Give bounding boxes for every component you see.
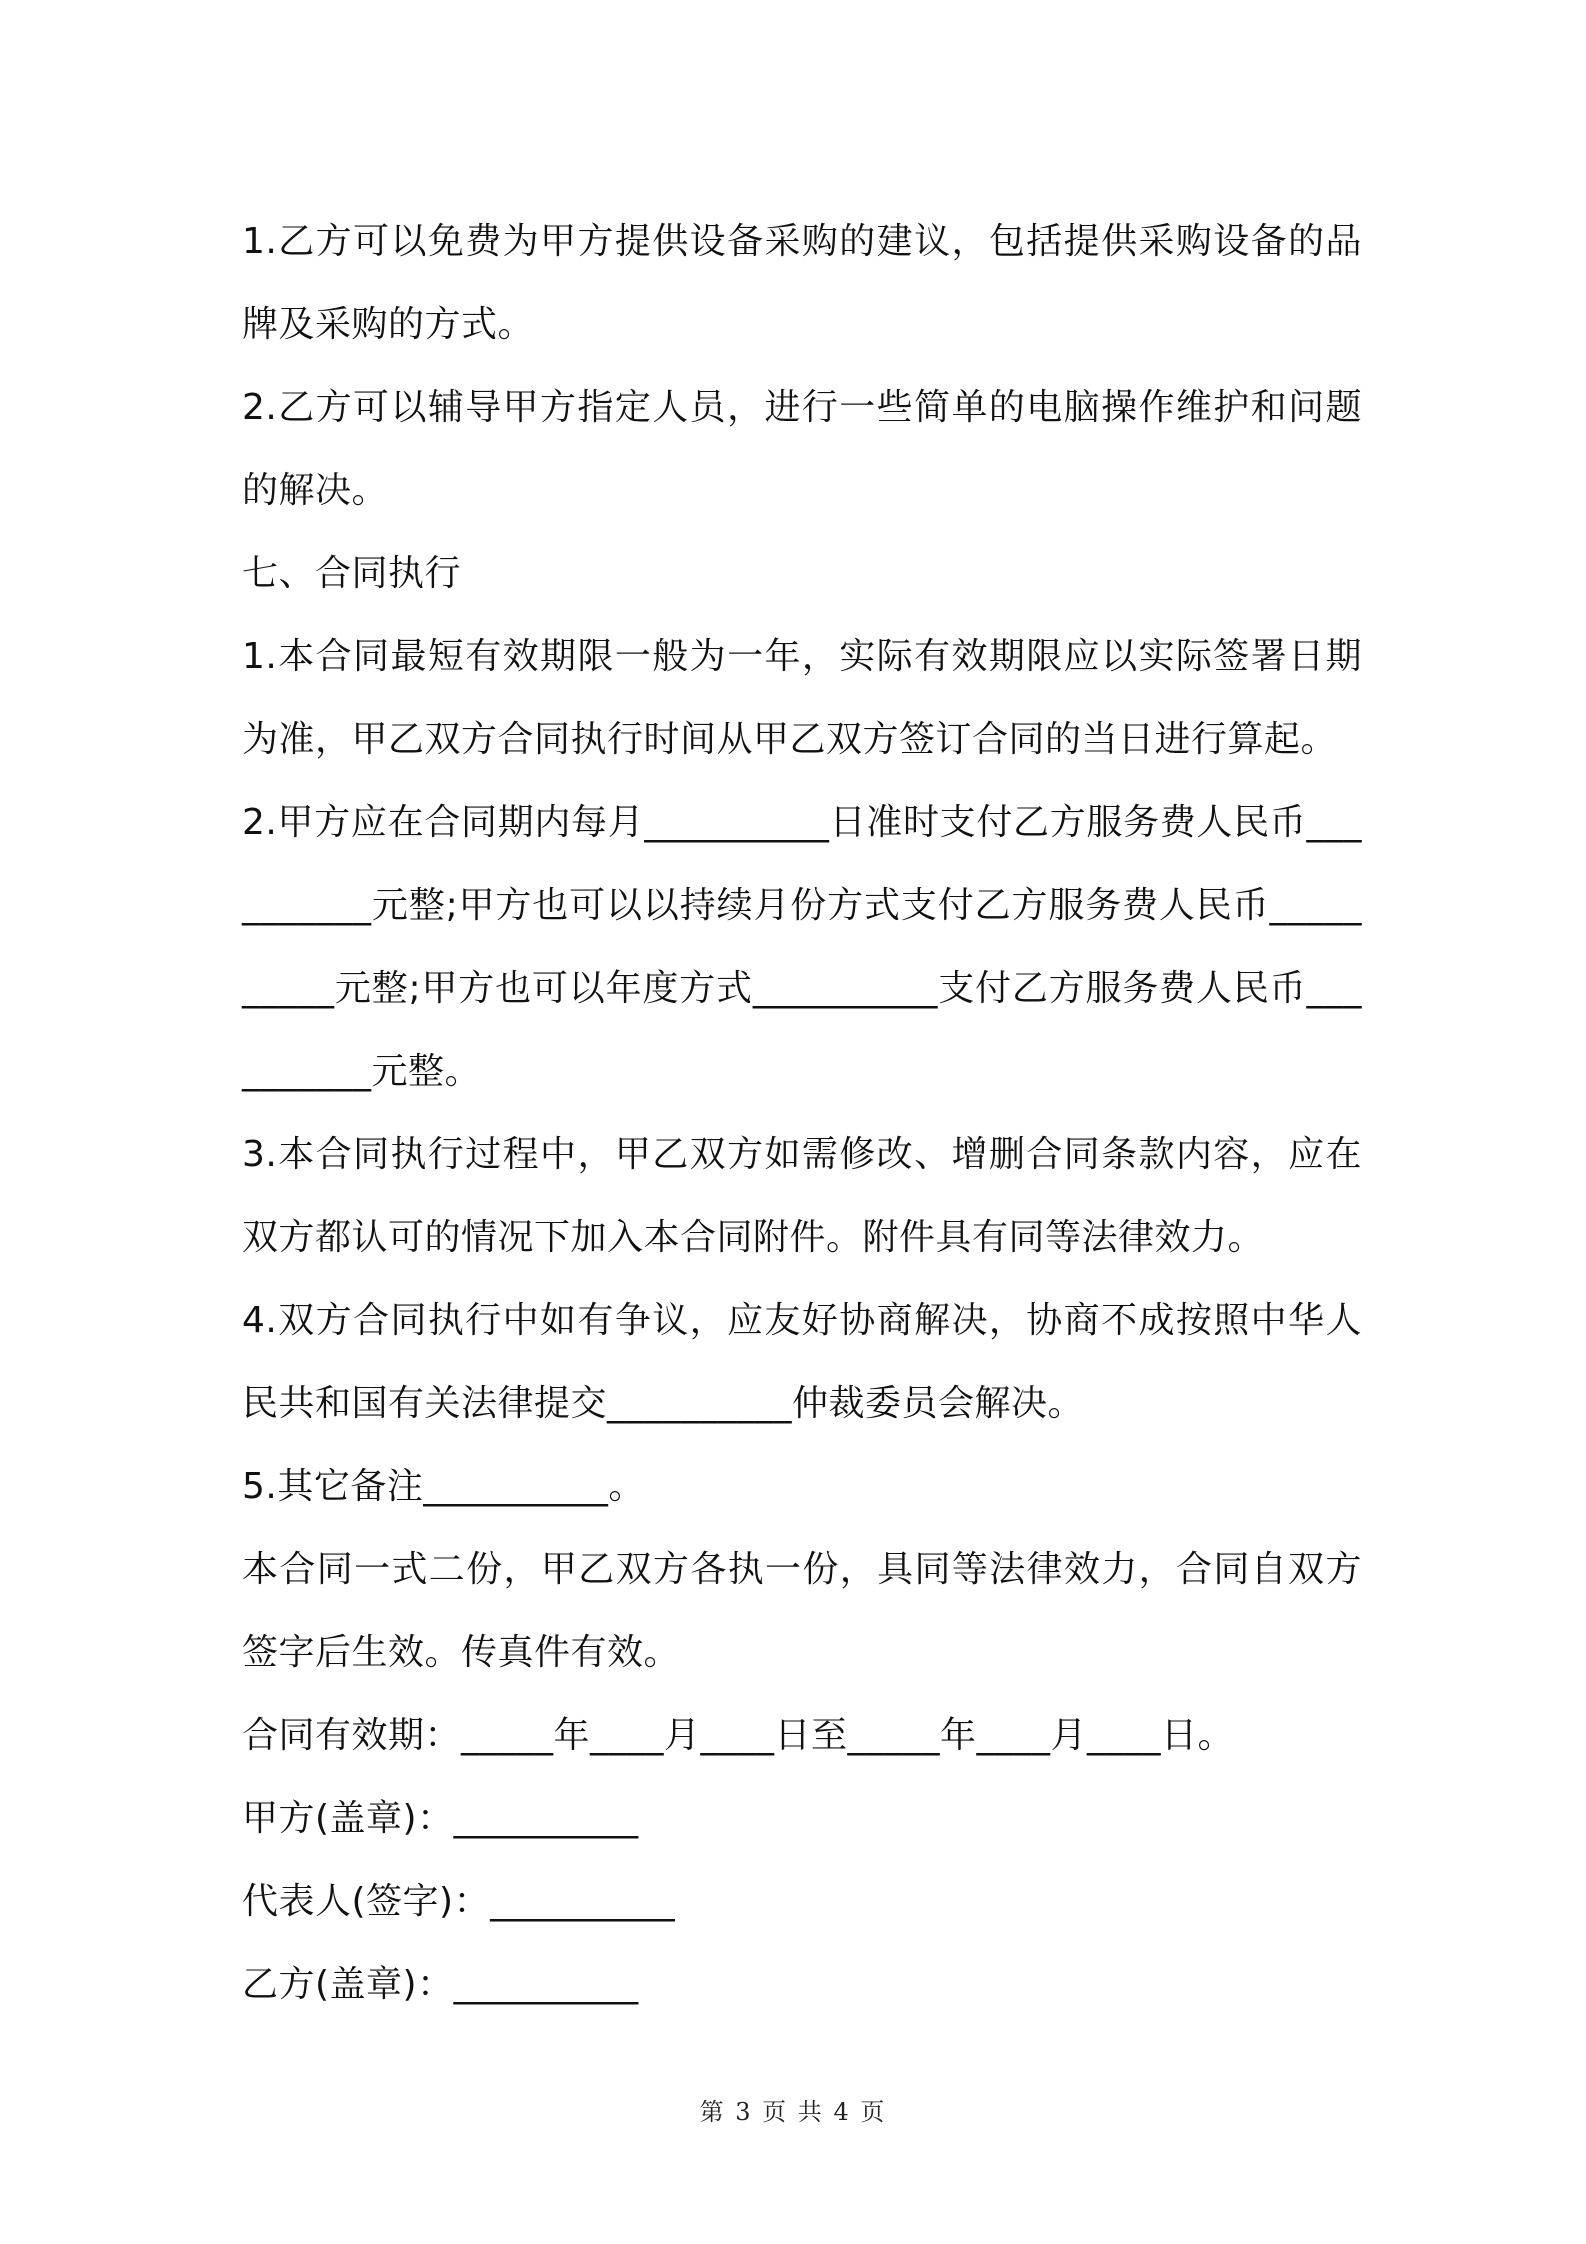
party-a-seal-line: 甲方(盖章)：__________	[242, 1798, 639, 1839]
section-heading-contract-execution: 七、合同执行	[242, 553, 462, 594]
representative-signature-line: 代表人(签字)：__________	[242, 1881, 676, 1922]
clause-validity-period: 1.本合同最短有效期限一般为一年，实际有效期限应以实际签署日期为准，甲乙双方合同执行时间从甲乙双方签订合同的当日进行算起。	[242, 636, 1362, 760]
clause-1-equipment-advice: 1.乙方可以免费为甲方提供设备采购的建议，包括提供采购设备的品牌及采购的方式。	[242, 221, 1362, 345]
contract-effective-dates: 合同有效期：_____年____月____日至_____年____月____日。	[242, 1715, 1235, 1756]
page-number-footer: 第 3 页 共 4 页	[699, 2098, 887, 2126]
document-body	[242, 200, 1362, 2026]
clause-amendments: 3.本合同执行过程中，甲乙双方如需修改、增删合同条款内容，应在双方都认可的情况下加入本合同附件。附件具有同等法律效力。	[242, 1134, 1362, 1258]
clause-copies: 本合同一式二份，甲乙双方各执一份，具同等法律效力，合同自双方签字后生效。传真件有效。	[242, 1549, 1362, 1673]
clause-2-training: 2.乙方可以辅导甲方指定人员，进行一些简单的电脑操作维护和问题的解决。	[242, 387, 1362, 511]
clause-payment-terms: 2.甲方应在合同期内每月__________日准时支付乙方服务费人民币__________元整;甲方也可以以持续月份方式支付乙方服务费人民币__________元整;甲方也可以年度方式__________支付乙方服务费人民币__________元整。	[242, 802, 1362, 1092]
clause-disputes: 4.双方合同执行中如有争议，应友好协商解决，协商不成按照中华人民共和国有关法律提交__________仲裁委员会解决。	[242, 1300, 1362, 1424]
party-b-seal-line: 乙方(盖章)：__________	[242, 1964, 639, 2005]
clause-other-notes: 5.其它备注__________。	[242, 1466, 645, 1507]
